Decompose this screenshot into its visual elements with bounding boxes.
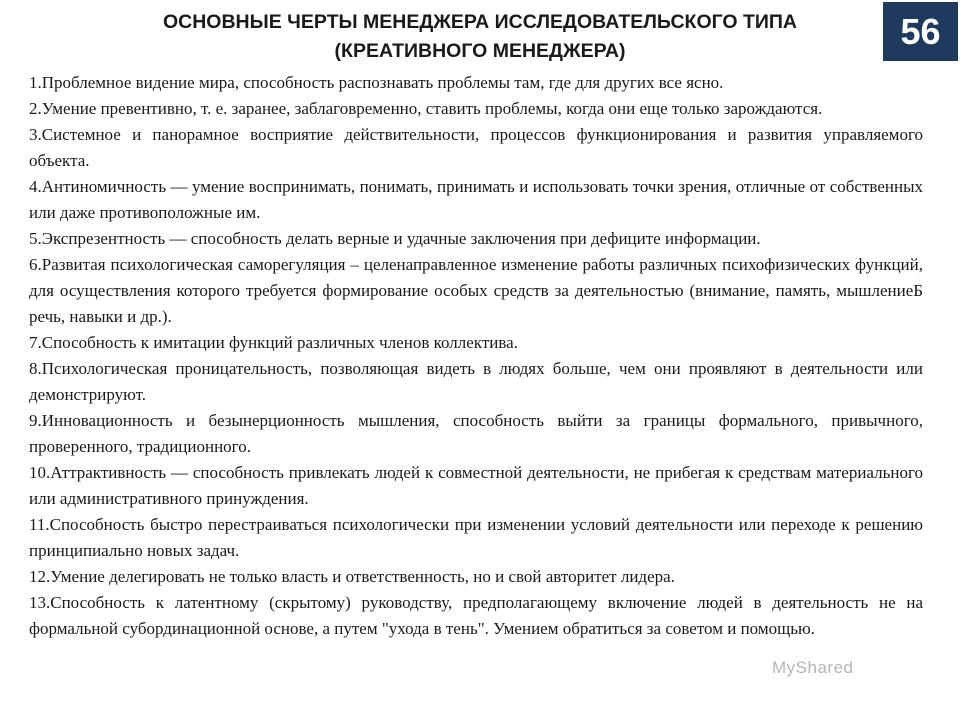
list-item: 5.Экспрезентность — способность делать верные и удачные заключения при дефиците информации. bbox=[29, 229, 761, 248]
list-item: 6.Развитая психологическая саморегуляция – целенаправленное изменение работы различных психофизических функций, для осуществления которого требуется формирование особых средств за деятельностью (внимание, память, мышлениеБ речь, навыки и др.). bbox=[29, 255, 923, 326]
list-item: 3.Системное и панорамное восприятие действительности, процессов функционирования и развития управляемого объекта. bbox=[29, 125, 923, 170]
list-item: 10.Аттрактивность — способность привлекать людей к совместной деятельности, не прибегая к средствам материального или административного принуждения. bbox=[29, 463, 923, 508]
list-item: 13.Способность к латентному (скрытому) руководству, предполагающему включение людей в деятельность не на формальной субординационной основе, а путем "ухода в тень". Умением обратиться за советом и помощью. bbox=[29, 593, 923, 638]
list-item: 8.Психологическая проницательность, позволяющая видеть в людях больше, чем они проявляют в деятельности или демонстрируют. bbox=[29, 359, 923, 404]
slide-title bbox=[0, 8, 960, 66]
slide-body bbox=[29, 70, 923, 642]
list-item: 11.Способность быстро перестраиваться психологически при изменении условий деятельности или переходе к решению принципиально новых задач. bbox=[29, 515, 923, 560]
slide-title-line1: ОСНОВНЫЕ ЧЕРТЫ МЕНЕДЖЕРА ИССЛЕДОВАТЕЛЬСКОГО ТИПА bbox=[162, 11, 798, 33]
list-item: 9.Инновационность и безынерционность мышления, способность выйти за границы формального, привычного, проверенного, традиционного. bbox=[29, 411, 923, 456]
list-item: 2.Умение превентивно, т. е. заранее, заблаговременно, ставить проблемы, когда они еще только зарождаются. bbox=[29, 99, 823, 118]
list-item: 4.Антиномичность — умение воспринимать, понимать, принимать и использовать точки зрения, отличные от собственных или даже противоположные им. bbox=[29, 177, 923, 222]
slide-title-line2: (КРЕАТИВНОГО МЕНЕДЖЕРА) bbox=[334, 40, 626, 62]
watermark-logo: MyShared bbox=[772, 658, 854, 677]
list-item: 7.Способность к имитации функций различных членов коллектива. bbox=[29, 333, 518, 352]
list-item: 12.Умение делегировать не только власть и ответственность, но и свой авторитет лидера. bbox=[29, 567, 675, 586]
list-item: 1.Проблемное видение мира, способность распознавать проблемы там, где для других все ясно. bbox=[29, 73, 724, 92]
page-number-badge: 56 bbox=[883, 2, 958, 61]
